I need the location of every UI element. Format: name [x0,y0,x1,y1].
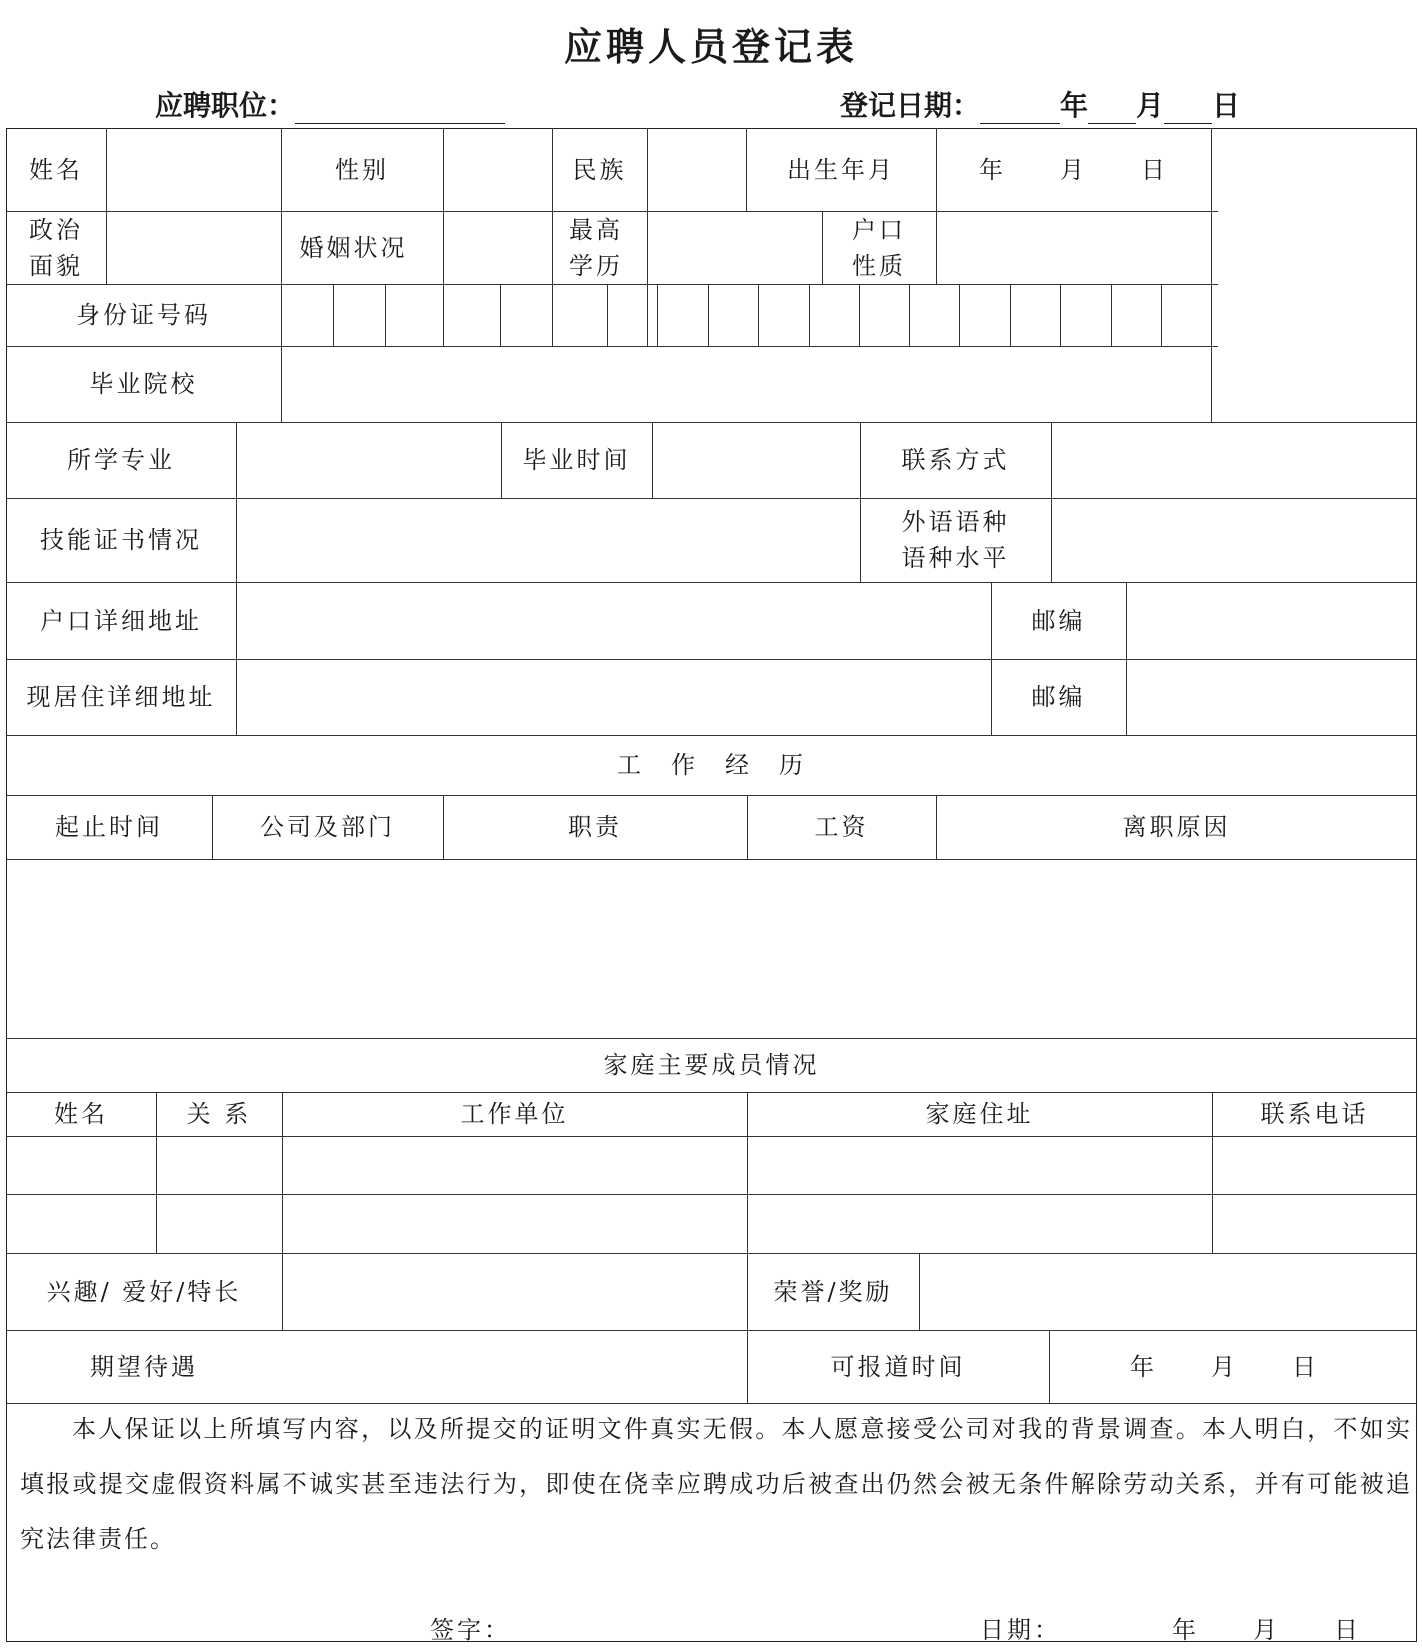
family-row-2[interactable] [8,1196,1415,1252]
day-unit: 日 [1212,89,1241,122]
expected-pay-input[interactable] [284,1332,746,1402]
available-time-label: 可报道时间 [830,1352,966,1381]
school-input[interactable] [283,348,1210,421]
register-date-label: 登记日期： [840,89,981,122]
year-unit: 年 [1060,89,1089,122]
work-col-reason: 离职原因 [1122,813,1231,841]
political-label-line1: 政治 [29,215,83,244]
signature-input[interactable] [510,1600,890,1638]
birth-date-input[interactable]: 年 月 日 [979,155,1168,184]
school-label: 毕业院校 [89,370,198,398]
hukou-address-label: 户口详细地址 [40,606,202,635]
marital-input[interactable] [445,213,551,283]
honors-input[interactable] [921,1255,1415,1329]
education-input[interactable] [649,213,821,283]
family-col-employer: 工作单位 [460,1100,569,1128]
work-col-company: 公司及部门 [260,813,395,841]
marital-label: 婚姻状况 [299,233,408,262]
signature-date-input[interactable]: 年 月 日 [1172,1616,1361,1644]
postcode-label: 邮编 [1031,683,1086,711]
register-day-input[interactable] [1164,93,1212,124]
language-label-line2: 语种水平 [901,544,1010,572]
contact-input[interactable] [1053,424,1415,497]
position-field [155,84,505,124]
work-section-title: 工 作 经 历 [617,751,806,779]
register-month-input[interactable] [1088,93,1136,124]
family-section-title: 家庭主要成员情况 [603,1051,820,1079]
current-address-input[interactable] [238,661,990,734]
work-col-period: 起止时间 [55,813,163,841]
education-label [552,211,640,284]
ethnicity-input[interactable] [649,130,745,210]
declaration-text: 本人保证以上所填写内容，以及所提交的证明文件真实无假。本人愿意接受公司对我的背景调查。本人明白，不如实填报或提交虚假资料属不诚实甚至违法行为，即使在侥幸应聘成功后被查出仍然会被无条件解除劳动关系，并有可能被追究法律责任。 [20,1415,1412,1553]
postcode-label: 邮编 [1031,606,1086,635]
political-input[interactable] [108,213,280,283]
gender-label: 性别 [335,155,389,184]
hukou-type-label [822,211,936,284]
family-col-relation: 关 系 [186,1100,252,1128]
postcode-input[interactable] [1128,584,1415,658]
political-label-line2: 面貌 [29,251,83,280]
signature-label: 签字： [430,1616,511,1644]
hukou-type-label-line1: 户口 [852,215,906,244]
major-label: 所学专业 [67,446,175,474]
expected-pay-label: 期望待遇 [90,1352,198,1381]
language-label-line1: 外语语种 [901,508,1010,536]
ethnicity-label: 民族 [572,155,627,184]
family-row-1[interactable] [8,1138,1415,1193]
current-address-label: 现居住详细地址 [26,683,216,711]
family-col-phone: 联系电话 [1260,1100,1369,1128]
hobbies-label: 兴趣/ 爱好/特长 [46,1277,242,1306]
family-col-name: 姓名 [54,1100,108,1128]
contact-label: 联系方式 [901,446,1010,474]
skills-input[interactable] [238,500,859,581]
hobbies-input[interactable] [284,1255,746,1329]
work-history-input[interactable] [8,861,1415,1037]
gender-input[interactable] [445,130,551,210]
form-title: 应聘人员登记表 [563,24,858,69]
photo-box[interactable] [1213,130,1415,421]
register-date-field [840,84,1240,124]
education-label-line2: 学历 [569,251,623,280]
language-label [860,498,1051,582]
id-number-label: 身份证号码 [76,301,211,329]
hukou-type-input[interactable] [938,213,1210,283]
major-input[interactable] [238,424,500,497]
col-line [1049,1330,1050,1403]
work-col-duties: 职责 [568,813,622,841]
id-number-input[interactable] [283,286,1210,345]
language-input[interactable] [1053,500,1415,581]
signature-date-label: 日期： [980,1616,1061,1644]
grad-time-label: 毕业时间 [522,446,631,474]
work-col-salary: 工资 [814,813,869,841]
family-col-address: 家庭住址 [925,1100,1034,1128]
name-input[interactable] [108,130,280,210]
education-label-line1: 最高 [569,215,623,244]
birth-label: 出生年月 [787,155,895,184]
register-year-input[interactable] [980,93,1060,124]
position-label: 应聘职位： [155,89,296,122]
available-date-input[interactable]: 年 月 日 [1130,1352,1319,1381]
skills-label: 技能证书情况 [40,526,202,554]
postcode-input[interactable] [1128,661,1415,734]
honors-label: 荣誉/奖励 [773,1277,893,1306]
political-label [6,211,106,284]
position-input[interactable] [295,93,505,124]
name-label: 姓名 [29,155,83,184]
month-unit: 月 [1136,89,1165,122]
hukou-type-label-line2: 性质 [852,251,906,280]
grad-time-input[interactable] [654,424,859,497]
hukou-address-input[interactable] [238,584,990,658]
